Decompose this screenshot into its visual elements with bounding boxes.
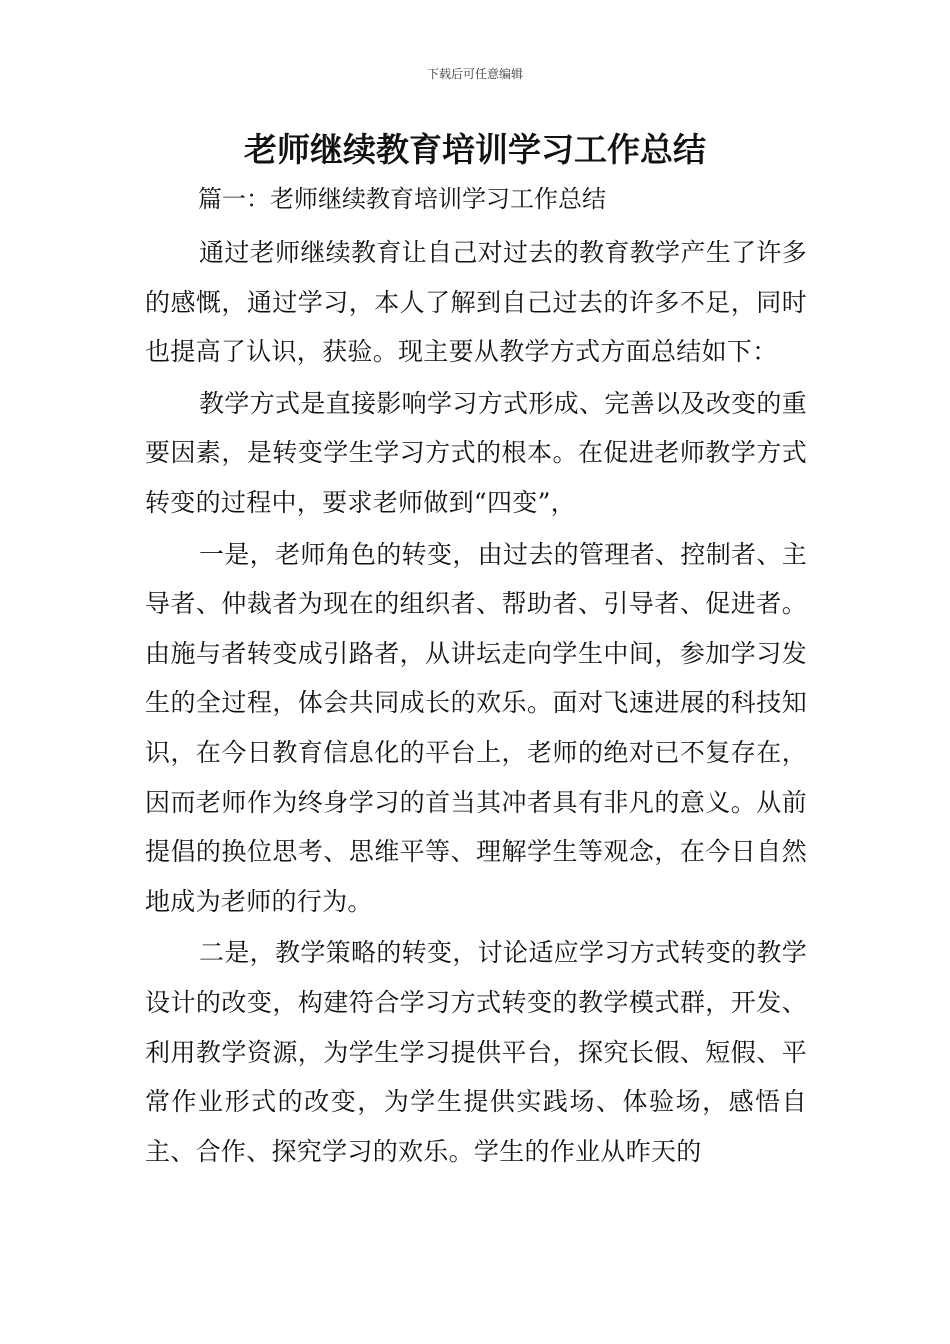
paragraph-role-change: 一是，老师角色的转变，由过去的管理者、控制者、主导者、仲裁者为现在的组织者、帮助者、引导者、促进者。由施与者转变成引路者，从讲坛走向学生中间，参加学习发生的全过程，体会共同成长的欢乐。面对飞速进展的科技知识，在今日教育信息化的平台上，老师的绝对已不复存在，因而老师作为终身学习的首当其冲者具有非凡的意义。从前提倡的换位思考、思维平等、理解学生等观念，在今日自然地成为老师的行为。	[145, 539, 807, 916]
document-subtitle: 篇一：老师继续教育培训学习工作总结	[198, 185, 606, 213]
header-note: 下载后可任意编辑	[426, 67, 523, 81]
paragraph-intro: 通过老师继续教育让自己对过去的教育教学产生了许多的感慨，通过学习，本人了解到自己过去的许多不足，同时也提高了认识，获验。现主要从教学方式方面总结如下：	[145, 238, 807, 367]
paragraph-strategy-change: 二是，教学策略的转变，讨论适应学习方式转变的教学设计的改变，构建符合学习方式转变的教学模式群，开发、利用教学资源，为学生学习提供平台，探究长假、短假、平常作业形式的改变，为学生提供实践场、体验场，感悟自主、合作、探究学习的欢乐。学生的作业从昨天的	[145, 938, 807, 1166]
paragraph-teaching-method: 教学方式是直接影响学习方式形成、完善以及改变的重要因素，是转变学生学习方式的根本。在促进老师教学方式转变的过程中，要求老师做到“四变”，	[145, 388, 807, 517]
document-body	[145, 228, 807, 1178]
document-title: 老师继续教育培训学习工作总结	[244, 130, 706, 169]
